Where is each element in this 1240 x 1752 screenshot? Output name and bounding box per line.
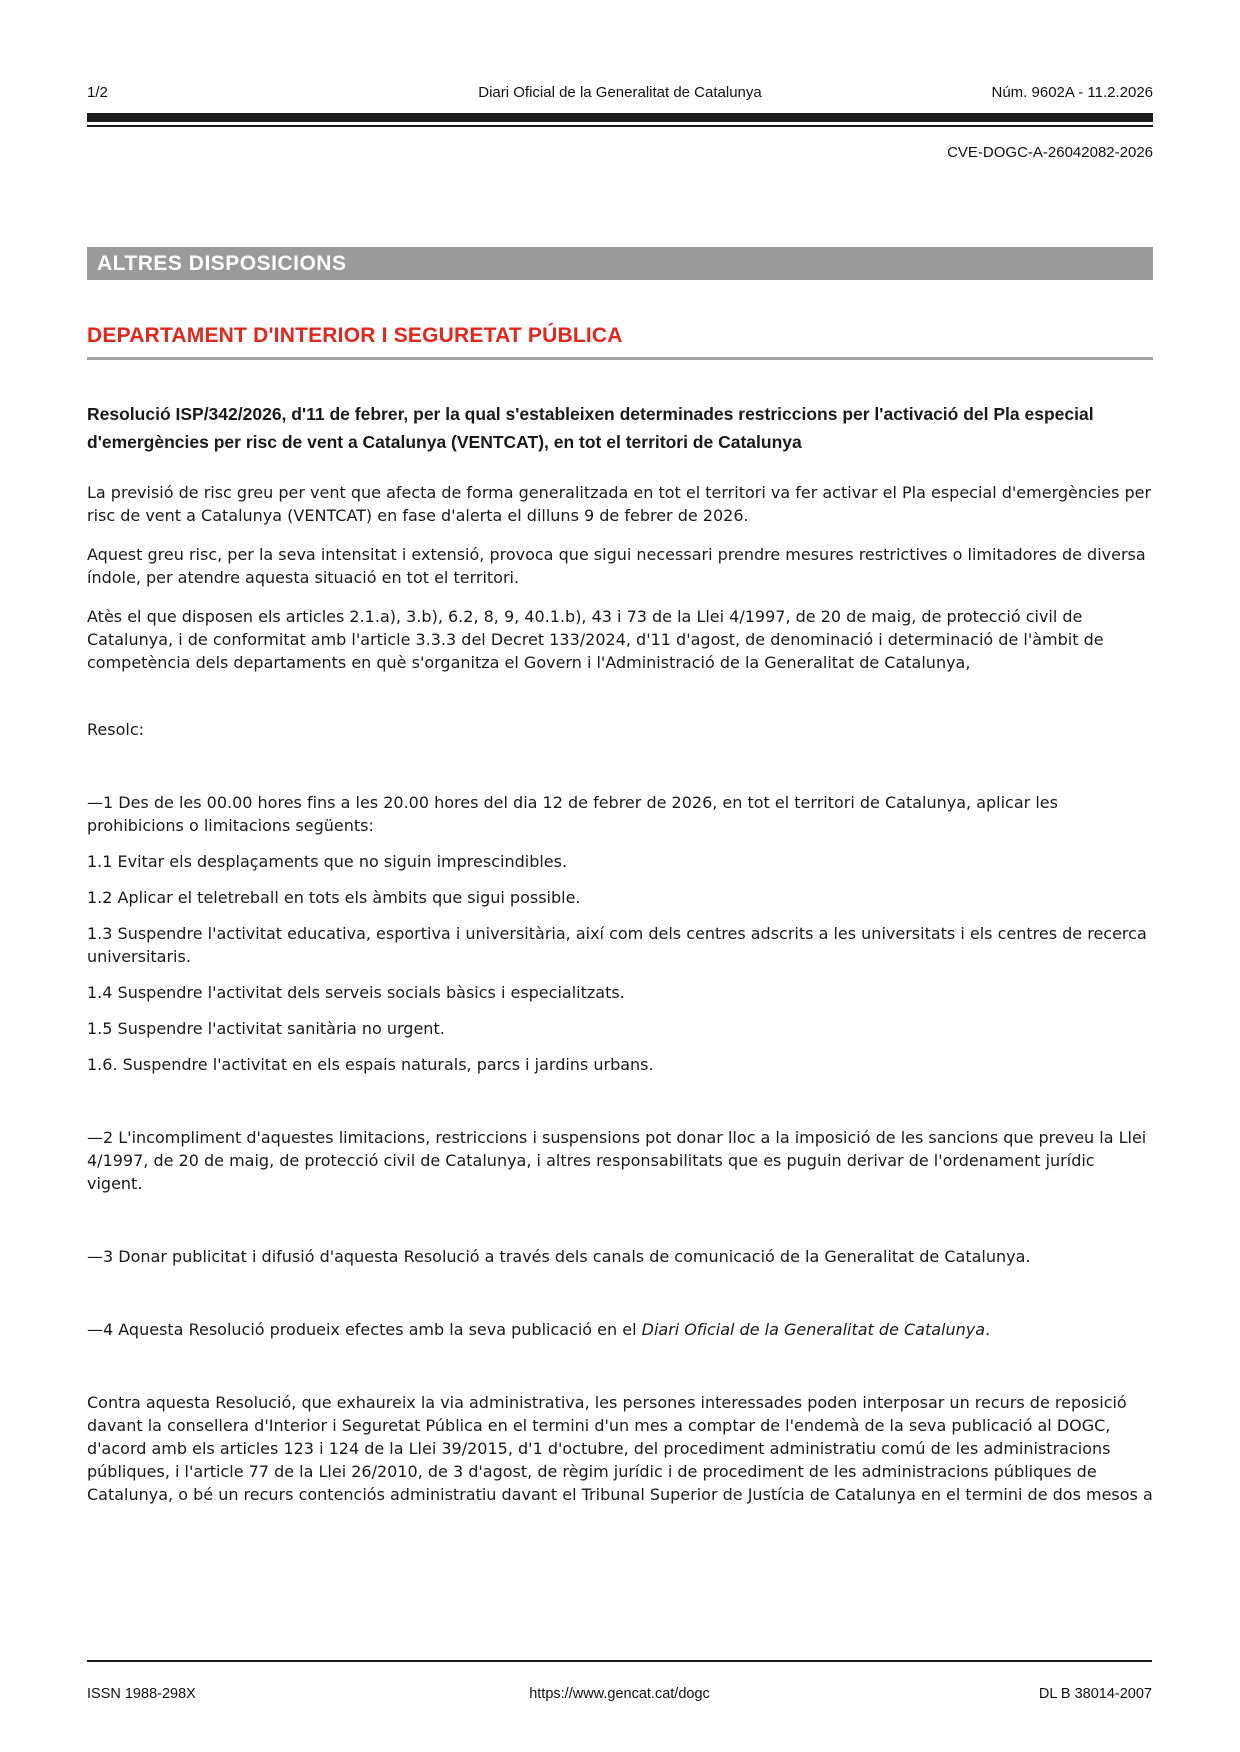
list-item: 1.5 Suspendre l'activitat sanitària no urgent. <box>87 1019 445 1038</box>
resolution-point-3: —3 Donar publicitat i difusió d'aquesta Resolució a través dels canals de comunicació de la Generalitat de Catalunya. <box>87 1247 1031 1266</box>
publication-title: Diari Oficial de la Generalitat de Catalunya <box>478 84 762 101</box>
intro-paragraph: Atès el que disposen els articles 2.1.a), 3.b), 6.2, 8, 9, 40.1.b), 43 i 73 de la Llei 4/1997, de 20 de maig, de protecció civil de Catalunya, i de conformitat amb l'article 3.3.3 del Decret 133/2024, d'11 d'agost, de denominació i determinació de l'àmbit de competència dels departaments en què s'organitza el Govern i l'Administració de la Generalitat de Catalunya, <box>87 607 1104 672</box>
dogc-url: https://www.gencat.cat/dogc <box>529 1686 710 1702</box>
header-rule-thick <box>87 113 1153 122</box>
list-item: 1.2 Aplicar el teletreball en tots els àmbits que sigui possible. <box>87 888 581 907</box>
resolution-point-4 <box>87 1318 1153 1341</box>
footer-rule <box>87 1660 1152 1662</box>
point-4-period: . <box>985 1320 991 1339</box>
issue-number-date: Núm. 9602A - 11.2.2026 <box>991 84 1153 101</box>
footer-row <box>87 1686 1152 1702</box>
header-rule-thin <box>87 125 1153 127</box>
legal-deposit-label: DL B 38014-2007 <box>1038 1686 1152 1702</box>
resolution-title: Resolució ISP/342/2026, d'11 de febrer, per la qual s'estableixen determinades restriccions per l'activació del Pla especial d'emergències per risc de vent a Catalunya (VENTCAT), en tot el territori de Catalunya <box>87 404 1094 452</box>
point-4-text: —4 Aquesta Resolució produeix efectes amb la seva publicació en el <box>87 1320 642 1339</box>
list-item: 1.3 Suspendre l'activitat educativa, esportiva i universitària, així com dels centres adscrits a les universitats i els centres de recerca universitaris. <box>87 924 1147 966</box>
cve-code: CVE-DOGC-A-26042082-2026 <box>947 144 1153 161</box>
department-rule <box>87 357 1153 360</box>
page-footer <box>87 1660 1152 1702</box>
intro-paragraph: La previsió de risc greu per vent que afecta de forma generalitzada en tot el territori va fer activar el Pla especial d'emergències per risc de vent a Catalunya (VENTCAT) en fase d'alerta el dilluns 9 de febrer de 2026. <box>87 483 1152 525</box>
department-heading: DEPARTAMENT D'INTERIOR I SEGURETAT PÚBLICA <box>87 324 623 347</box>
page-number: 1/2 <box>87 84 108 101</box>
list-item: 1.1 Evitar els desplaçaments que no siguin imprescindibles. <box>87 852 568 871</box>
section-banner-label: ALTRES DISPOSICIONS <box>97 251 347 275</box>
page-header <box>87 84 1153 101</box>
journal-name-italic: Diari Oficial de la Generalitat de Catalunya <box>641 1320 986 1339</box>
issn-label: ISSN 1988-298X <box>87 1686 196 1702</box>
appeal-paragraph: Contra aquesta Resolució, que exhaureix la via administrativa, les persones interessades poden interposar un recurs de reposició davant la consellera d'Interior i Seguretat Pública en el termini d'un mes a comptar de l'endemà de la seva publicació al DOGC, d'acord amb els articles 123 i 124 de la Llei 39/2015, d'1 d'octubre, del procediment administratiu comú de les administracions públiques, i l'article 77 de la Llei 26/2010, de 3 d'agost, de règim jurídic i de procediment de les administracions públiques de Catalunya, o bé un recurs contenciós administratiu davant el Tribunal Superior de Justícia de Catalunya en el termini de dos mesos a <box>87 1393 1153 1504</box>
resolution-point-2: —2 L'incompliment d'aquestes limitacions, restriccions i suspensions pot donar lloc a la imposició de les sancions que preveu la Llei 4/1997, de 20 de maig, de protecció civil de Catalunya, i altres responsabilitats que es puguin derivar de l'ordenament jurídic vigent. <box>87 1128 1147 1193</box>
resolution-point-1: —1 Des de les 00.00 hores fins a les 20.00 hores del dia 12 de febrer de 2026, en tot el territori de Catalunya, aplicar les prohibicions o limitacions següents: <box>87 793 1058 835</box>
list-item: 1.4 Suspendre l'activitat dels serveis socials bàsics i especialitzats. <box>87 983 625 1002</box>
section-banner <box>87 247 1153 280</box>
list-item: 1.6. Suspendre l'activitat en els espais naturals, parcs i jardins urbans. <box>87 1055 654 1074</box>
resolc-label: Resolc: <box>87 720 144 739</box>
intro-paragraph: Aquest greu risc, per la seva intensitat i extensió, provoca que sigui necessari prendre mesures restrictives o limitadores de diversa índole, per atendre aquesta situació en tot el territori. <box>87 545 1146 587</box>
